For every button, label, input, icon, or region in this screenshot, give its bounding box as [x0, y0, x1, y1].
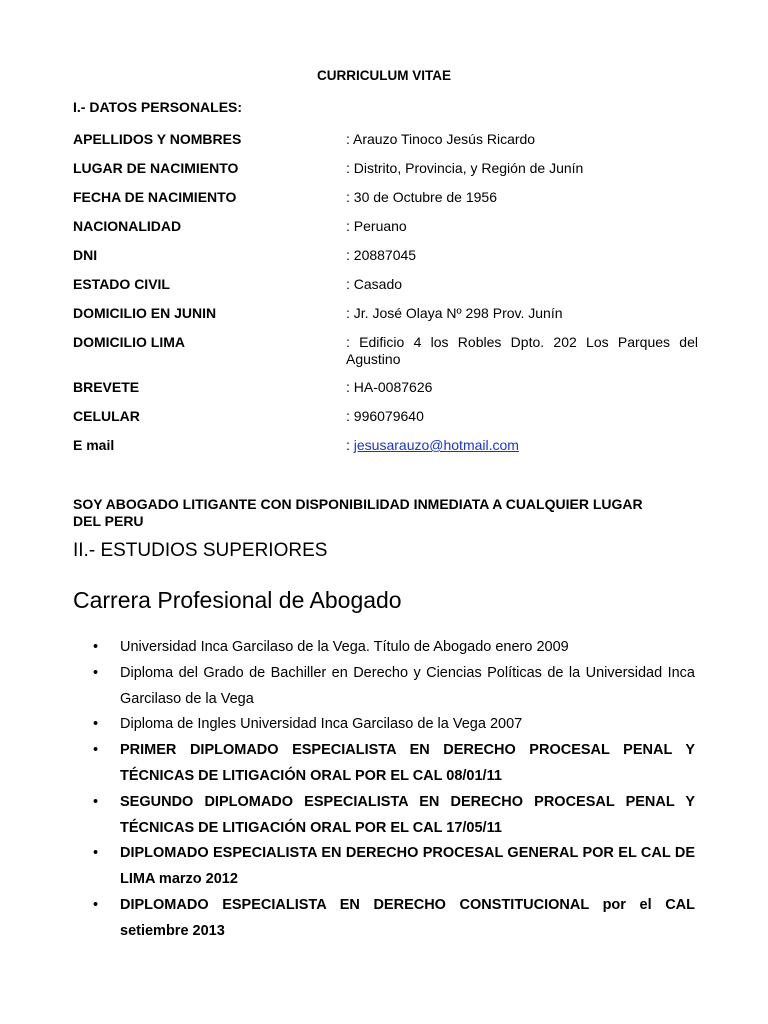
field-label: APELLIDOS Y NOMBRES — [73, 131, 242, 147]
field-value: : HA-0087626 — [346, 379, 433, 395]
field-label: NACIONALIDAD — [73, 218, 182, 234]
field-value: : Casado — [346, 276, 403, 292]
list-item — [93, 790, 695, 842]
section-higher-studies-heading: II.- ESTUDIOS SUPERIORES — [73, 540, 328, 561]
field-value: : Edificio 4 los Robles Dpto. 202 Los Parques del Agustino — [346, 334, 698, 367]
bullet-icon: • — [93, 716, 99, 733]
field-label: DNI — [73, 247, 98, 263]
field-value: : Distrito, Provincia, y Región de Junín — [346, 160, 584, 176]
list-item-text: Diploma de Ingles Universidad Inca Garcilaso de la Vega 2007 — [120, 716, 523, 733]
field-label: DOMICILIO EN JUNIN — [73, 305, 217, 321]
bullet-icon: • — [93, 845, 99, 862]
list-item-text: SEGUNDO DIPLOMADO ESPECIALISTA EN DERECHO PROCESAL PENAL Y TÉCNICAS DE LITIGACIÓN ORAL POR EL CAL 17/05/11 — [120, 793, 695, 836]
field-value: : 30 de Octubre de 1956 — [346, 189, 497, 205]
field-value: : Peruano — [346, 218, 407, 234]
list-item — [93, 841, 695, 893]
bullet-icon: • — [93, 664, 99, 681]
email-link[interactable]: jesusarauzo@hotmail.com — [353, 437, 519, 453]
list-item — [93, 893, 695, 945]
field-value: : Jr. José Olaya Nº 298 Prov. Junín — [346, 305, 563, 321]
field-label: ESTADO CIVIL — [73, 276, 170, 292]
studies-list — [93, 635, 695, 945]
field-value: : 996079640 — [346, 408, 424, 424]
field-value: : Arauzo Tinoco Jesús Ricardo — [346, 131, 536, 147]
list-item — [93, 635, 695, 661]
field-label: DOMICILIO LIMA — [73, 334, 185, 350]
list-item-text: PRIMER DIPLOMADO ESPECIALISTA EN DERECHO PROCESAL PENAL Y TÉCNICAS DE LITIGACIÓN ORAL POR EL CAL 08/01/11 — [120, 742, 695, 784]
list-item-text: Universidad Inca Garcilaso de la Vega. Título de Abogado enero 2009 — [120, 639, 569, 655]
field-value — [346, 437, 698, 454]
availability-statement: SOY ABOGADO LITIGANTE CON DISPONIBILIDAD INMEDIATA A CUALQUIER LUGAR DEL PERU — [73, 496, 643, 529]
document-title: CURRICULUM VITAE — [317, 68, 451, 83]
field-label: E mail — [73, 437, 115, 453]
email-prefix: : — [346, 437, 354, 453]
field-label: FECHA DE NACIMIENTO — [73, 189, 237, 205]
section-personal-data-heading: I.- DATOS PERSONALES: — [73, 99, 243, 115]
field-label: CELULAR — [73, 408, 140, 424]
field-label: BREVETE — [73, 379, 140, 395]
field-label: LUGAR DE NACIMIENTO — [73, 160, 239, 176]
list-item-text: DIPLOMADO ESPECIALISTA EN DERECHO PROCESAL GENERAL POR EL CAL DE LIMA marzo 2012 — [120, 845, 695, 888]
list-item-text: DIPLOMADO ESPECIALISTA EN DERECHO CONSTITUCIONAL por el CAL setiembre 2013 — [120, 896, 695, 939]
bullet-icon: • — [93, 793, 99, 810]
list-item — [93, 738, 695, 790]
bullet-icon: • — [93, 896, 99, 913]
list-item — [93, 661, 695, 713]
bullet-icon: • — [93, 639, 99, 655]
career-subheading: Carrera Profesional de Abogado — [73, 587, 402, 613]
list-item-text: Diploma del Grado de Bachiller en Derecho y Ciencias Políticas de la Universidad Inca Garcilaso de la Vega — [120, 664, 695, 707]
bullet-icon: • — [93, 742, 99, 759]
list-item — [93, 712, 695, 738]
field-value: : 20887045 — [346, 247, 417, 263]
